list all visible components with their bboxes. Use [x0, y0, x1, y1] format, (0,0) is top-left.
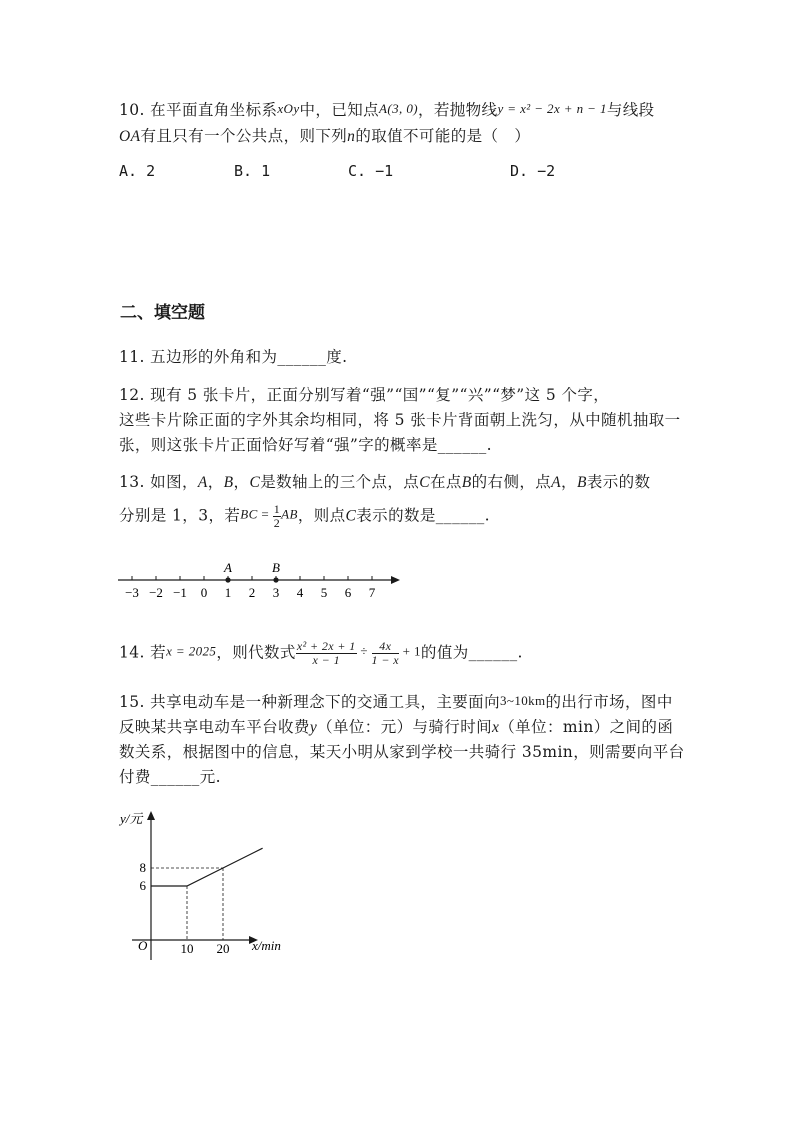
q13-text-e: 表示的数	[586, 473, 651, 491]
number-line-tick-label: 5	[320, 585, 328, 600]
number-line-tick-label: 2	[248, 585, 256, 600]
q13-ab: AB	[281, 506, 298, 522]
q10-text-f: 的取值不可能的是（ ）	[355, 127, 531, 145]
q13-var-B2: B	[461, 474, 472, 491]
chart-origin-label: O	[138, 938, 148, 953]
number-line-tick-label: 1	[224, 585, 232, 600]
q10-point-A: A(3, 0)	[379, 101, 418, 116]
chart-y-arrow-icon	[147, 811, 155, 820]
q15-text-e: （单位：min）之间的函	[499, 718, 674, 736]
q10-option-d: D. −2	[510, 162, 556, 180]
chart-x-tick-label: 20	[216, 941, 230, 956]
chart-series-line	[151, 848, 263, 886]
q11-line: 11. 五边形的外角和为______度.	[119, 348, 348, 366]
chart-y-tick-label: 8	[139, 860, 146, 875]
number-line-point-label: B	[272, 560, 280, 575]
chart-y-tick-label: 6	[139, 878, 146, 893]
q14-fraction-1	[296, 640, 357, 667]
section-title: 二、填空题	[120, 303, 205, 323]
q14-text-a: 14. 若	[119, 643, 167, 662]
q13-eq: =	[257, 506, 273, 522]
q14-line	[119, 640, 523, 667]
q10-text-e: 有且只有一个公共点，则下列	[140, 127, 348, 145]
q13-var-C2: C	[419, 474, 430, 491]
q10-text-a: 10. 在平面直角坐标系	[119, 101, 278, 119]
q13-text-a: 13. 如图，	[119, 473, 198, 491]
q15-range: 3~10km	[499, 693, 546, 708]
q15-text-c: 反映某共享电动车平台收费	[119, 718, 310, 736]
q14-x-eq: x = 2025	[166, 643, 217, 659]
chart-y-label: y/元	[120, 811, 143, 826]
q13-half-fraction	[273, 503, 281, 530]
q10-line2	[119, 124, 530, 146]
q13-line2	[119, 503, 490, 530]
q13-var-C3: C	[345, 507, 357, 525]
number-line-tick-label: −2	[149, 585, 163, 600]
q12-line1: 12. 现有 5 张卡片，正面分别写着“强”“国”“复”“兴”“梦”这 5 个字，	[119, 386, 610, 404]
fee-chart	[110, 805, 310, 965]
number-line-tick-label: 0	[200, 585, 208, 600]
q15-text-d: （单位：元）与骑行时间	[317, 718, 492, 736]
q13-text-b: 是数轴上的三个点，点	[260, 473, 420, 491]
q13-var-B3: B	[576, 474, 587, 491]
q13-text-d: 的右侧，点	[471, 473, 552, 491]
number-line-tick-label: 6	[344, 585, 352, 600]
q13-var-A: A	[197, 474, 208, 491]
q13-line1	[119, 470, 650, 492]
q10-text-d: 与线段	[606, 101, 655, 119]
q14-f1-den: x − 1	[312, 653, 340, 667]
q10-parabola: y = x² − 2x + n − 1	[497, 101, 607, 116]
q14-text-c: 的值为______.	[420, 643, 523, 662]
q13-sep3: ，	[561, 473, 577, 491]
q13-bc: BC	[240, 506, 258, 522]
q13-var-B: B	[223, 474, 234, 491]
q12-line2: 这些卡片除正面的字外其余均相同，将 5 张卡片背面朝上洗匀，从中随机抽取一	[119, 411, 681, 429]
number-line-arrow-icon	[391, 576, 400, 584]
q10-option-a: A. 2	[119, 162, 156, 180]
q15-var-x: x	[492, 719, 500, 736]
number-line-tick-label: 3	[272, 585, 280, 600]
q15-text-b: 的出行市场，图中	[545, 693, 673, 711]
q15-line4: 付费______元.	[119, 768, 221, 786]
q13-sep2: ，	[233, 473, 250, 491]
q15-line2	[119, 715, 673, 737]
q13-half-den: 2	[273, 516, 281, 530]
number-line-point-label: A	[224, 560, 232, 575]
q13-half-num: 1	[273, 502, 281, 516]
number-line-point-A	[225, 577, 230, 582]
q13-sep1: ，	[207, 473, 224, 491]
q14-text-b: ，则代数式	[216, 643, 296, 662]
q10-text-c: ，若抛物线	[417, 101, 498, 119]
number-line-tick-label: −1	[173, 585, 187, 600]
number-line	[110, 555, 410, 605]
q13-text-f: 分别是 1，3，若	[119, 506, 241, 525]
q13-var-C: C	[249, 474, 261, 491]
chart-x-tick-label: 10	[180, 941, 194, 956]
number-line-point-B	[273, 577, 278, 582]
q10-line1	[119, 98, 655, 120]
q15-text-a: 15. 共享电动车是一种新理念下的交通工具，主要面向	[119, 693, 500, 711]
q10-var-n: n	[347, 128, 356, 145]
q14-f2-num: 4x	[372, 640, 399, 654]
q13-text-g: ，则点	[297, 506, 346, 525]
number-line-tick-label: 7	[368, 585, 376, 600]
q10-coord-sys: xOy	[277, 101, 300, 116]
q13-text-c: 在点	[429, 473, 462, 491]
q10-option-b: B. 1	[234, 162, 271, 180]
q13-var-A2: A	[551, 474, 562, 491]
q14-fraction-2	[372, 640, 399, 667]
q14-f1-num: x² + 2x + 1	[296, 639, 356, 653]
q14-plus1: + 1	[398, 643, 421, 659]
q14-op: ÷	[356, 643, 372, 659]
q14-f2-den: 1 − x	[371, 653, 399, 667]
q15-var-y: y	[309, 719, 318, 736]
q10-option-c: C. −1	[348, 162, 394, 180]
q10-segment: OA	[119, 128, 141, 145]
number-line-tick-label: 4	[296, 585, 304, 600]
q13-text-h: 表示的数是______.	[356, 506, 491, 525]
q15-line1	[119, 690, 673, 712]
number-line-tick-label: −3	[125, 585, 139, 600]
chart-x-label: x/min	[252, 938, 281, 953]
q10-text-b: 中，已知点	[299, 101, 380, 119]
q15-line3: 数关系，根据图中的信息，某天小明从家到学校一共骑行 35min，则需要向平台	[119, 743, 685, 761]
q12-line3: 张，则这张卡片正面恰好写着“强”字的概率是______.	[119, 436, 492, 454]
